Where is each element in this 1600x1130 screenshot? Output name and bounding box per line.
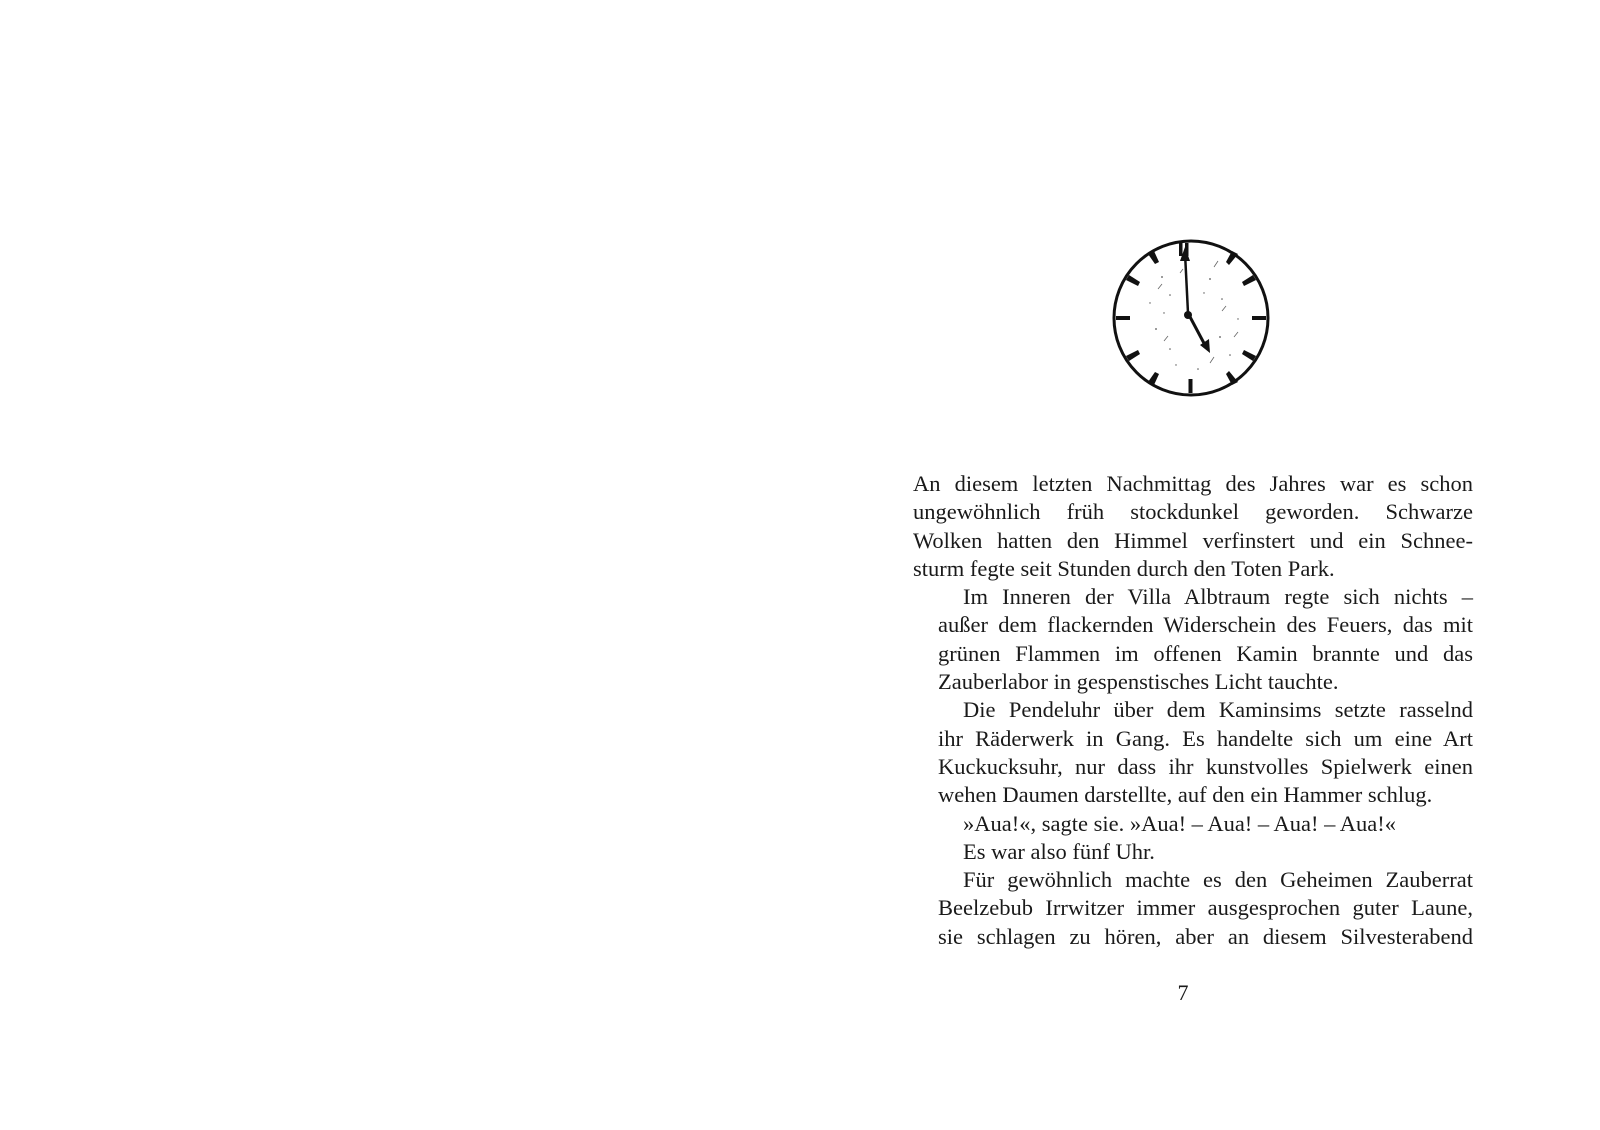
paragraph [913,583,1473,696]
paragraph [913,866,1473,951]
text-line: An diesem letzten Nachmittag des Jahres war es schon [913,471,1473,496]
text-line: Im Inneren der Villa Albtraum regte sich nichts – [963,584,1473,610]
text-line: Zauberlabor in gespenstisches Licht tauchte. [938,669,1339,695]
right-page [800,0,1600,1130]
body-text [913,470,1473,951]
text-line: grünen Flammen im offenen Kamin brannte und das [938,640,1473,666]
text-line: Es war also fünf Uhr. [963,838,1155,864]
paragraph [913,810,1473,838]
paragraph [913,838,1473,866]
clock-icon [1110,237,1272,399]
text-line: sturm fegte seit Stunden durch den Toten Park. [913,555,1335,581]
text-line: Die Pendeluhr über dem Kaminsims setzte rasselnd [963,697,1473,723]
text-line: »Aua!«, sagte sie. »Aua! – Aua! – Aua! – Aua!« [963,810,1397,836]
paragraph [913,470,1473,583]
text-line: Wolken hatten den Himmel verfinstert und ein Schnee- [913,527,1473,553]
page-number: 7 [1177,980,1189,1005]
paragraph [913,696,1473,809]
text-line: Kuckucksuhr, nur dass ihr kunstvolles Spielwerk einen [938,753,1473,779]
text-line: außer dem flackernden Widerschein des Feuers, das mit [938,612,1473,638]
text-line: Für gewöhnlich machte es den Geheimen Zauberrat [963,867,1473,893]
text-line: sie schlagen zu hören, aber an diesem Silvesterabend [938,923,1473,949]
text-line: wehen Daumen darstellte, auf den ein Hammer schlug. [938,782,1433,808]
text-line: Beelzebub Irrwitzer immer ausgesprochen guter Laune, [938,895,1473,921]
text-line: ihr Räderwerk in Gang. Es handelte sich um eine Art [938,725,1473,751]
text-line: ungewöhnlich früh stockdunkel geworden. Schwarze [913,499,1473,525]
